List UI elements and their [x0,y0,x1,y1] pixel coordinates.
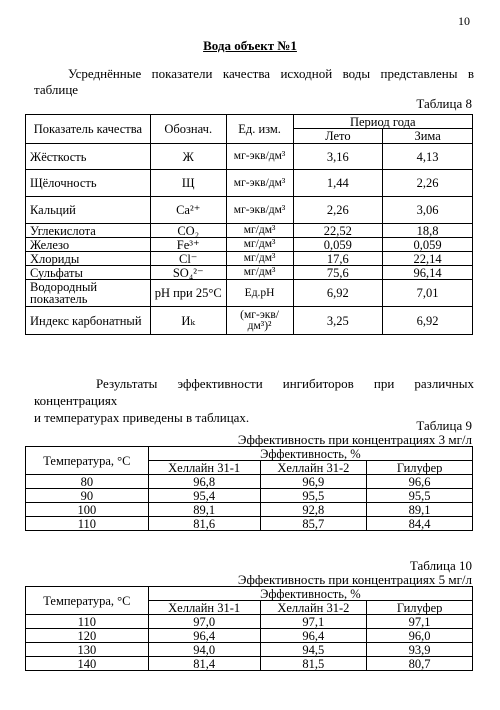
winter-value-cell: 4,13 [383,144,473,170]
symbol-cell: Cl⁻ [150,252,226,266]
unit-cell: Ед.pH [226,280,293,307]
intro-line-1: Усреднённые показатели качества исходной воды представлены в [68,66,474,81]
efficiency-table-3mg [25,446,473,531]
table-row [26,615,473,629]
symbol-cell: Иₖ [150,307,226,335]
value-cell: 96,9 [260,475,367,489]
value-cell: 95,5 [367,489,473,503]
value-cell: 85,7 [260,517,367,531]
results-line-2: и температурах приведены в таблицах. [34,410,250,425]
value-cell: 89,1 [367,503,473,517]
value-cell: 94,5 [260,643,367,657]
parameter-cell: Углекислота [26,224,151,238]
header-inhibitor-2: Хеллайн 31-2 [260,601,367,615]
header-symbol: Обознач. [150,115,226,144]
table8-caption: Таблица 8 [416,96,472,111]
table10-subcaption: Эффективность при концентрациях 5 мг/л [237,572,472,587]
header-temperature: Температура, °C [26,447,149,475]
winter-value-cell: 22,14 [383,252,473,266]
table-row [26,238,473,252]
table10-caption: Таблица 10 [409,558,472,573]
value-cell: 96,0 [367,629,473,643]
summer-value-cell: 1,44 [293,170,383,197]
value-cell: 96,4 [148,629,260,643]
summer-value-cell: 17,6 [293,252,383,266]
header-parameter: Показатель качества [26,115,151,144]
value-cell: 96,8 [148,475,260,489]
value-cell: 81,5 [260,657,367,671]
table-row [26,629,473,643]
table-row [26,170,473,197]
unit-cell: мг/дм³ [226,224,293,238]
value-cell: 84,4 [367,517,473,531]
temperature-cell: 80 [26,475,149,489]
value-cell: 81,4 [148,657,260,671]
page-number: 10 [458,14,470,28]
header-inhibitor-1: Хеллайн 31-1 [148,601,260,615]
value-cell: 92,8 [260,503,367,517]
parameter-cell: Жёсткость [26,144,151,170]
summer-value-cell: 2,26 [293,197,383,224]
winter-value-cell: 18,8 [383,224,473,238]
water-quality-table [25,114,473,335]
summer-value-cell: 75,6 [293,266,383,280]
winter-value-cell: 0,059 [383,238,473,252]
unit-cell: мг-экв/дм³ [226,170,293,197]
value-cell: 81,6 [148,517,260,531]
temperature-cell: 100 [26,503,149,517]
table-row [26,280,473,307]
table-row [26,144,473,170]
header-efficiency: Эффективность, % [148,587,472,601]
value-cell: 97,0 [148,615,260,629]
winter-value-cell: 6,92 [383,307,473,335]
temperature-cell: 130 [26,643,149,657]
value-cell: 96,6 [367,475,473,489]
header-inhibitor-2: Хеллайн 31-2 [260,461,367,475]
unit-cell: мг/дм³ [226,238,293,252]
table-row [26,489,473,503]
intro-text [34,66,474,98]
parameter-cell: Железо [26,238,151,252]
table9-subcaption: Эффективность при концентрациях 3 мг/л [237,432,472,447]
symbol-cell: SO₄²⁻ [150,266,226,280]
table-row [26,503,473,517]
temperature-cell: 90 [26,489,149,503]
table-row [26,224,473,238]
header-winter: Зима [383,129,473,144]
symbol-cell: CO₂ [150,224,226,238]
value-cell: 93,9 [367,643,473,657]
winter-value-cell: 7,01 [383,280,473,307]
parameter-cell: Кальций [26,197,151,224]
header-inhibitor-3: Гилуфер [367,601,473,615]
unit-cell: (мг-экв/дм³)² [226,307,293,335]
value-cell: 97,1 [367,615,473,629]
symbol-cell: Ca²⁺ [150,197,226,224]
table-row [26,252,473,266]
parameter-cell: Щёлочность [26,170,151,197]
parameter-cell: Сульфаты [26,266,151,280]
value-cell: 95,4 [148,489,260,503]
table-row [26,475,473,489]
table-row [26,657,473,671]
symbol-cell: pH при 25°C [150,280,226,307]
value-cell: 95,5 [260,489,367,503]
temperature-cell: 140 [26,657,149,671]
summer-value-cell: 3,16 [293,144,383,170]
header-inhibitor-3: Гилуфер [367,461,473,475]
header-unit: Ед. изм. [226,115,293,144]
temperature-cell: 110 [26,615,149,629]
summer-value-cell: 0,059 [293,238,383,252]
value-cell: 94,0 [148,643,260,657]
header-summer: Лето [293,129,383,144]
summer-value-cell: 22,52 [293,224,383,238]
unit-cell: мг-экв/дм³ [226,197,293,224]
symbol-cell: Ж [150,144,226,170]
results-line-1: Результаты эффективности ингибиторов при различных концентрациях [34,376,474,408]
table-row [26,643,473,657]
header-inhibitor-1: Хеллайн 31-1 [148,461,260,475]
value-cell: 96,4 [260,629,367,643]
parameter-cell: Водородный показатель [26,280,151,307]
efficiency-table-5mg [25,586,473,671]
value-cell: 97,1 [260,615,367,629]
unit-cell: мг-экв/дм³ [226,144,293,170]
temperature-cell: 110 [26,517,149,531]
summer-value-cell: 6,92 [293,280,383,307]
winter-value-cell: 3,06 [383,197,473,224]
unit-cell: мг/дм³ [226,266,293,280]
table-row [26,517,473,531]
table-row [26,266,473,280]
table-row [26,197,473,224]
unit-cell: мг/дм³ [226,252,293,266]
parameter-cell: Индекс карбонатный [26,307,151,335]
winter-value-cell: 96,14 [383,266,473,280]
value-cell: 89,1 [148,503,260,517]
temperature-cell: 120 [26,629,149,643]
parameter-cell: Хлориды [26,252,151,266]
intro-line-2: таблице [34,82,79,97]
table9-caption: Таблица 9 [416,418,472,433]
value-cell: 80,7 [367,657,473,671]
symbol-cell: Fe³⁺ [150,238,226,252]
header-temperature: Температура, °C [26,587,149,615]
header-period: Период года [293,115,473,129]
header-efficiency: Эффективность, % [148,447,472,461]
symbol-cell: Щ [150,170,226,197]
page-title: Вода объект №1 [203,38,297,53]
table-row [26,307,473,335]
winter-value-cell: 2,26 [383,170,473,197]
summer-value-cell: 3,25 [293,307,383,335]
